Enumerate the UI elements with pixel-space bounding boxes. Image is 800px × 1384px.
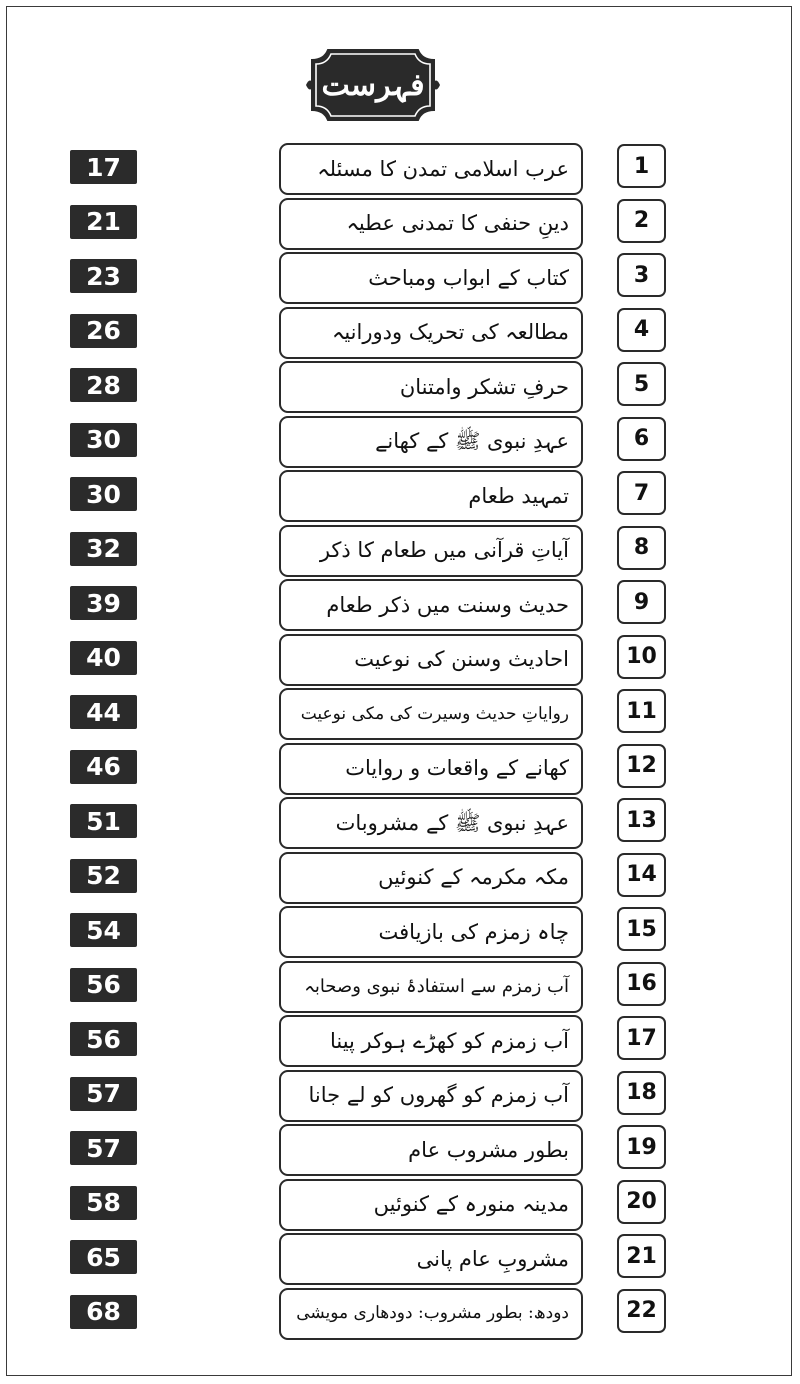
- toc-entry[interactable]: [0, 142, 800, 196]
- entry-title: آب زمزم سے استفادۂ نبوی وصحابہ: [304, 975, 569, 997]
- entry-title: حدیث وسنت میں ذکر طعام: [326, 592, 569, 617]
- entry-number: 5: [617, 362, 666, 406]
- entry-number: 11: [617, 689, 666, 733]
- entry-title: آب زمزم کو گھروں کو لے جانا: [308, 1083, 569, 1107]
- entry-title: آب زمزم کو کھڑے ہوکر پینا: [329, 1028, 569, 1053]
- entry-number: 16: [617, 962, 666, 1006]
- entry-title-box: [279, 143, 583, 195]
- entry-title: عہدِ نبوی ﷺ کے کھانے: [375, 429, 569, 453]
- entry-title-box: [279, 525, 583, 577]
- entry-title-box: [279, 688, 583, 740]
- entry-number: 6: [617, 417, 666, 461]
- page-number-badge: 44: [70, 695, 137, 729]
- entry-title: آیاتِ قرآنی میں طعام کا ذکر: [319, 538, 569, 562]
- entry-title-box: [279, 252, 583, 304]
- entry-title-box: [279, 797, 583, 849]
- entry-title: دینِ حنفی کا تمدنی عطیہ: [346, 211, 569, 235]
- page-number-badge: 40: [70, 641, 137, 675]
- entry-title: کتاب کے ابواب ومباحث: [368, 265, 569, 290]
- entry-number: 12: [617, 744, 666, 788]
- entry-number: 10: [617, 635, 666, 679]
- page-number-badge: 26: [70, 314, 137, 348]
- entry-title-box: [279, 743, 583, 795]
- entry-title-box: [279, 1179, 583, 1231]
- entry-number: 9: [617, 580, 666, 624]
- toc-entry[interactable]: [0, 1287, 800, 1341]
- toc-entry[interactable]: [0, 415, 800, 469]
- entry-title: عرب اسلامی تمدن کا مسئلہ: [317, 156, 569, 181]
- page-number-badge: 56: [70, 1022, 137, 1056]
- entry-number: 20: [617, 1180, 666, 1224]
- entry-title-box: [279, 961, 583, 1013]
- toc-entry[interactable]: [0, 1178, 800, 1232]
- entry-number: 14: [617, 853, 666, 897]
- toc-entry[interactable]: [0, 251, 800, 305]
- entry-number: 1: [617, 144, 666, 188]
- entry-title-box: [279, 579, 583, 631]
- entry-number: 22: [617, 1289, 666, 1333]
- entry-title: بطور مشروب عام: [408, 1137, 569, 1162]
- entry-number: 17: [617, 1016, 666, 1060]
- entry-title: مطالعہ کی تحریک ودورانیہ: [332, 320, 569, 344]
- page-number-badge: 57: [70, 1131, 137, 1165]
- page-number-badge: 56: [70, 968, 137, 1002]
- entry-title: احادیث وسنن کی نوعیت: [354, 647, 569, 671]
- entry-title-box: [279, 307, 583, 359]
- page-number-badge: 28: [70, 368, 137, 402]
- page-number-badge: 58: [70, 1186, 137, 1220]
- contents-heading: فہرست: [321, 67, 425, 103]
- entry-title-box: [279, 1288, 583, 1340]
- toc-entry[interactable]: [0, 687, 800, 741]
- toc-entry[interactable]: [0, 796, 800, 850]
- toc-entry[interactable]: [0, 905, 800, 959]
- toc-entry[interactable]: [0, 851, 800, 905]
- toc-entry[interactable]: [0, 578, 800, 632]
- toc-entry[interactable]: [0, 633, 800, 687]
- toc-entry[interactable]: [0, 1232, 800, 1286]
- page-number-badge: 57: [70, 1077, 137, 1111]
- entry-number: 2: [617, 199, 666, 243]
- entry-title: کھانے کے واقعات و روایات: [345, 756, 569, 780]
- page-number-badge: 39: [70, 586, 137, 620]
- entry-title-box: [279, 361, 583, 413]
- toc-entry[interactable]: [0, 960, 800, 1014]
- page-number-badge: 30: [70, 477, 137, 511]
- entry-number: 4: [617, 308, 666, 352]
- entry-number: 8: [617, 526, 666, 570]
- toc-entry[interactable]: [0, 1014, 800, 1068]
- entry-number: 21: [617, 1234, 666, 1278]
- page-number-badge: 65: [70, 1240, 137, 1274]
- page-number-badge: 23: [70, 259, 137, 293]
- entry-title: دودھ: بطور مشروب: دودھاری مویشی: [296, 1303, 569, 1323]
- entry-title-box: [279, 198, 583, 250]
- page-number-badge: 32: [70, 532, 137, 566]
- page-number-badge: 30: [70, 423, 137, 457]
- entry-title-box: [279, 906, 583, 958]
- entry-number: 19: [617, 1125, 666, 1169]
- entry-number: 15: [617, 907, 666, 951]
- entry-title-box: [279, 470, 583, 522]
- entry-title-box: [279, 634, 583, 686]
- toc-entry[interactable]: [0, 524, 800, 578]
- entry-number: 7: [617, 471, 666, 515]
- toc-entry[interactable]: [0, 197, 800, 251]
- page-number-badge: 21: [70, 205, 137, 239]
- entry-title: تمہید طعام: [468, 483, 569, 508]
- page-number-badge: 68: [70, 1295, 137, 1329]
- entry-title-box: [279, 852, 583, 904]
- toc-entry[interactable]: [0, 742, 800, 796]
- entry-title-box: [279, 1233, 583, 1285]
- page-number-badge: 46: [70, 750, 137, 784]
- entry-title: چاہ زمزم کی بازیافت: [378, 919, 569, 944]
- toc-entry[interactable]: [0, 1069, 800, 1123]
- toc-entry[interactable]: [0, 306, 800, 360]
- entry-title: مکہ مکرمہ کے کنوئیں: [378, 865, 569, 889]
- page-number-badge: 17: [70, 150, 137, 184]
- page-number-badge: 52: [70, 859, 137, 893]
- entry-title-box: [279, 1015, 583, 1067]
- page-number-badge: 54: [70, 913, 137, 947]
- entry-title: روایاتِ حدیث وسیرت کی مکی نوعیت: [300, 703, 569, 724]
- toc-entry[interactable]: [0, 360, 800, 414]
- entry-number: 13: [617, 798, 666, 842]
- entry-title: مدینہ منورہ کے کنوئیں: [373, 1192, 569, 1216]
- entry-title-box: [279, 1070, 583, 1122]
- toc-entry[interactable]: [0, 1123, 800, 1177]
- entry-title: مشروبِ عام پانی: [416, 1246, 569, 1271]
- toc-entry[interactable]: [0, 469, 800, 523]
- entry-title: حرفِ تشکر وامتنان: [399, 374, 569, 399]
- entry-title: عہدِ نبوی ﷺ کے مشروبات: [335, 810, 569, 835]
- entry-title-box: [279, 1124, 583, 1176]
- entry-title-box: [279, 416, 583, 468]
- entry-number: 18: [617, 1071, 666, 1115]
- entry-number: 3: [617, 253, 666, 297]
- page-number-badge: 51: [70, 804, 137, 838]
